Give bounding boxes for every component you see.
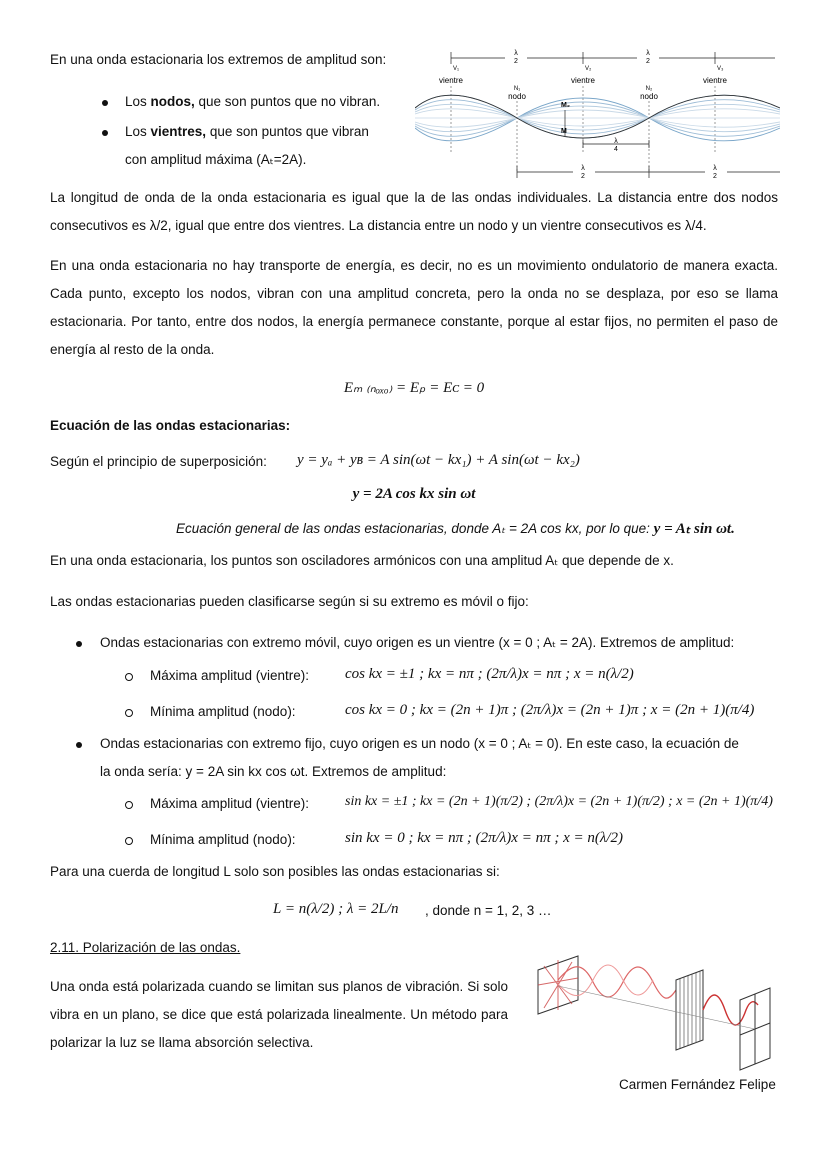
svg-text:V₃: V₃	[717, 66, 724, 72]
equation-general: Ecuación general de las ondas estacionarias, donde Aₜ = 2A cos kx, por lo que: y = Aₜ sin ωt.	[176, 521, 735, 537]
paragraph-classification: Las ondas estacionarias pueden clasificarse según si su extremo es móvil o fijo:	[50, 594, 529, 609]
movil-line: Ondas estacionarias con extremo móvil, cuyo origen es un vientre (x = 0 ; Aₜ = 2A). Extremos de amplitud:	[100, 635, 735, 650]
paragraph-polarization: Una onda está polarizada cuando se limitan sus planos de vibración. Si solo vibra en un plano, se dice que está polarizada linealmente. Un método para polarizar la luz se llama absorción selectiva.	[50, 979, 508, 1050]
lambda-quarter-label: λ	[614, 138, 618, 145]
bullet	[76, 742, 82, 748]
lambda-half-label: λ	[646, 50, 650, 57]
movil-max-equation: cos kx = ±1 ; kx = nπ ; (2π/λ)x = nπ ; x = n(λ/2)	[345, 666, 634, 682]
vientres-term: vientres,	[150, 124, 207, 139]
paragraph-oscillators: En una onda estacionaria, los puntos son osciladores armónicos con una amplitud Aₜ que depende de x.	[50, 553, 674, 568]
sub-bullet	[125, 709, 133, 717]
lambda-half-label: λ	[713, 165, 717, 172]
vientres-item: Los vientres, que son puntos que vibran	[125, 124, 369, 139]
svg-text:N₁: N₁	[513, 86, 521, 92]
equation-main: y = 2A cos kx sin ωt	[352, 486, 476, 502]
svg-text:4: 4	[614, 146, 618, 153]
fijo-line1: Ondas estacionarias con extremo fijo, cuyo origen es un nodo (x = 0 ; Aₜ = 0). En este caso, la ecuación de	[100, 736, 739, 751]
section-heading-polarization: 2.11. Polarización de las ondas.	[50, 940, 241, 955]
svg-text:N₂: N₂	[645, 86, 653, 92]
paragraph-string: Para una cuerda de longitud L solo son posibles las ondas estacionarias si:	[50, 864, 500, 879]
lambda-half-label: λ	[514, 50, 518, 57]
paragraph-energy: En una onda estacionaria no hay transporte de energía, es decir, no es un movimiento ondulatorio de manera exacta. Cada punto, excepto los nodos, vibran con una amplitud concreta, pero la onda no se desplaza, por eso se llama estacionaria. Por tanto, entre dos nodos, la energía permanece constante, porque al estar fijos, no permiten el paso de energía al resto de la onda.	[50, 258, 778, 357]
vientre-label: vientre	[570, 76, 596, 85]
standing-wave-diagram	[415, 46, 780, 186]
superposition-label: Según el principio de superposición:	[50, 454, 267, 469]
movil-min-label: Mínima amplitud (nodo):	[150, 704, 296, 719]
m-label: M	[561, 128, 567, 135]
polarization-illustration	[518, 950, 778, 1075]
bullet	[76, 641, 82, 647]
sub-bullet	[125, 673, 133, 681]
sub-bullet	[125, 837, 133, 845]
lambda-half-label: λ	[581, 165, 585, 172]
paragraph-wavelength: La longitud de onda de la onda estacionaria es igual que la de las ondas individuales. La distancia entre dos nodos consecutivos es λ/2, igual que entre dos vientres. La distancia entre un nodo y un vientre consecutivos es λ/4.	[50, 190, 778, 233]
vientres-item-cont: con amplitud máxima (Aₜ=2A).	[125, 152, 307, 167]
svg-text:2: 2	[581, 173, 585, 180]
fijo-max-label: Máxima amplitud (vientre):	[150, 796, 310, 811]
fijo-min-label: Mínima amplitud (nodo):	[150, 832, 296, 847]
equation-energy: Eₘ ₍ₙₒₓₒ₎ = Eₚ = Eᴄ = 0	[343, 380, 485, 396]
section-heading-equation: Ecuación de las ondas estacionarias:	[50, 418, 291, 433]
sub-bullet	[125, 801, 133, 809]
nodo-label: nodo	[508, 92, 526, 101]
movil-max-label: Máxima amplitud (vientre):	[150, 668, 310, 683]
svg-text:V₁: V₁	[453, 66, 460, 72]
fijo-min-equation: sin kx = 0 ; kx = nπ ; (2π/λ)x = nπ ; x = n(λ/2)	[345, 830, 624, 846]
vientre-label: vientre	[438, 76, 464, 85]
bullet	[102, 130, 108, 136]
author: Carmen Fernández Felipe	[619, 1077, 776, 1092]
vientre-label: vientre	[702, 76, 728, 85]
fijo-max-equation: sin kx = ±1 ; kx = (2n + 1)(π/2) ; (2π/λ)x = (2n + 1)(π/2) ; x = (2n + 1)(π/4)	[345, 794, 773, 809]
nodos-item: Los nodos, que son puntos que no vibran.	[125, 94, 381, 109]
svg-text:2: 2	[514, 58, 518, 65]
intro-line: En una onda estacionaria los extremos de amplitud son:	[50, 52, 387, 67]
string-equation: L = n(λ/2) ; λ = 2L/n	[273, 901, 399, 917]
movil-min-equation: cos kx = 0 ; kx = (2n + 1)π ; (2π/λ)x = (2n + 1)π ; x = (2n + 1)(π/4)	[345, 702, 755, 718]
svg-text:2: 2	[646, 58, 650, 65]
fijo-line2: la onda sería: y = 2A sin kx cos ωt. Extremos de amplitud:	[100, 764, 447, 779]
nodos-term: nodos,	[150, 94, 195, 109]
string-equation-where: , donde n = 1, 2, 3 …	[425, 903, 552, 918]
nodo-label: nodo	[640, 92, 658, 101]
svg-text:V₂: V₂	[585, 66, 592, 72]
superposition-equation: y = yₐ + yʙ = A sin(ωt − kx₁) + A sin(ωt − kx₂)	[297, 452, 580, 468]
svg-text:2: 2	[713, 173, 717, 180]
bullet	[102, 100, 108, 106]
m2-label: M₂	[561, 102, 570, 109]
